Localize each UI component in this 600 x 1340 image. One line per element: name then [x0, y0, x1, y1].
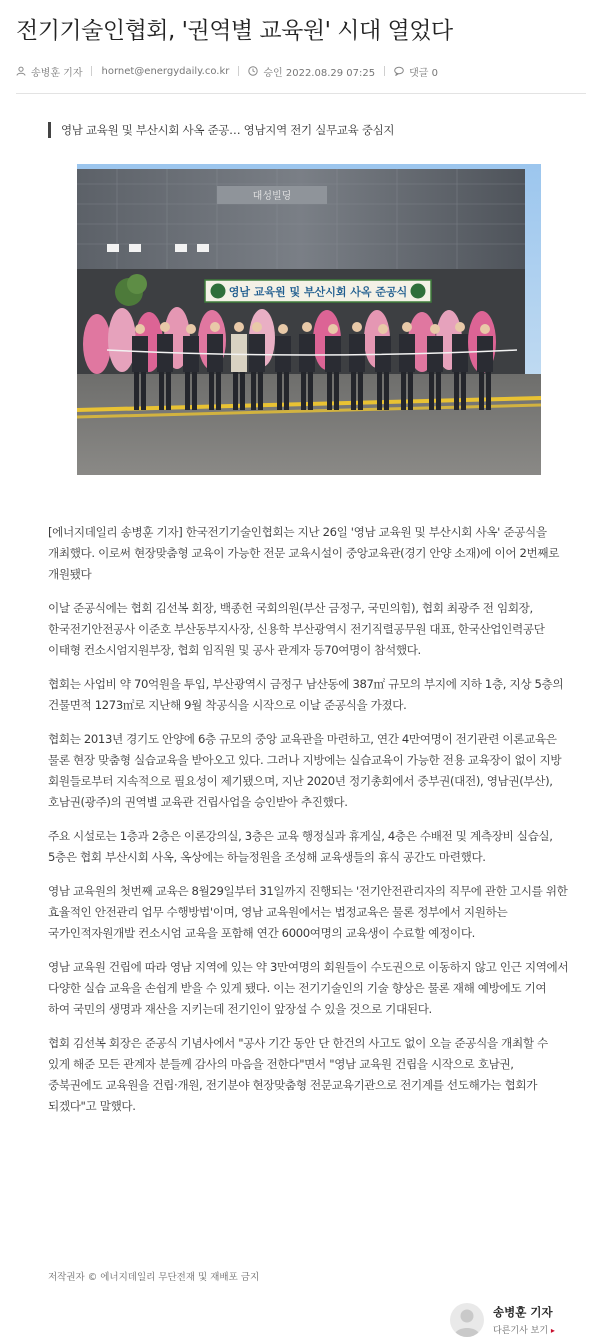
header-divider: [16, 93, 586, 94]
copyright-notice: 저작권자 © 에너지데일리 무단전재 및 재배포 금지: [48, 1272, 260, 1283]
comment-count: 댓글 0: [409, 67, 438, 79]
article-paragraph: 협회는 사업비 약 70억원을 투입, 부산광역시 금정구 남산동에 387㎡ 규모의 부지에 지하 1층, 지상 5층의 건물면적 1273㎡로 지난해 9월 착공식을 시작으로 이날 준공식을 가졌다.: [48, 677, 564, 712]
article-paragraph: 협회는 2013년 경기도 안양에 6층 규모의 중앙 교육관을 마련하고, 연간 4만여명이 전기관련 이론교육은 물론 현장 맞춤형 실습교육을 받아오고 있다. 그러나 지방에는 실습교육이 가능한 전용 교육장이 없이 지방 회원들로부터 지속적으로 필요성이 제기됐으며, 지난 2020년 정기총회에서 중부권(대전), 영남권(부산), 호남권(광주)의 권역별 교육관 건립사업을 승인받아 추진했다.: [48, 732, 562, 809]
article-paragraph: 협회 김선복 회장은 준공식 기념사에서 "공사 기간 동안 단 한건의 사고도 없이 오늘 준공식을 개최할 수 있게 해준 모든 관계자 분들께 감사의 마음을 전한다"면서 "영남 교육원 건립을 시작으로 호남권, 중북권에도 교육원을 건립·개원, 전기분야 현장맞춤형 전문교육기관으로 전기계를 선도해가는 협회가 되겠다"고 말했다.: [48, 1036, 548, 1113]
reporter-email: hornet@energydaily.co.kr: [101, 65, 230, 77]
building-sign: 대성빌딩: [252, 191, 292, 202]
reporter-name: 송병훈 기자: [31, 67, 83, 79]
meta-email[interactable]: [101, 66, 229, 77]
article-meta: [16, 62, 586, 80]
clock-icon: [248, 66, 258, 76]
more-articles-link[interactable]: [493, 1323, 555, 1336]
article-paragraph: 주요 시설로는 1층과 2층은 이론강의실, 3층은 교육 행정실과 휴게실, 4층은 수배전 및 계측장비 실습실, 5층은 협회 부산시회 사옥, 옥상에는 하늘정원을 조성해 교육생들의 휴식 공간도 마련했다.: [48, 829, 553, 864]
article-body: [48, 522, 570, 1130]
meta-approved: [248, 64, 375, 79]
arrow-right-icon: ▸: [550, 1326, 555, 1335]
avatar[interactable]: [450, 1303, 484, 1337]
avatar-icon: [450, 1303, 484, 1337]
meta-divider: [238, 66, 239, 76]
comment-icon: [394, 66, 404, 76]
article-headline: 전기기술인협회, '권역별 교육원' 시대 열었다: [16, 18, 453, 44]
author-name: 송병훈 기자: [493, 1305, 553, 1319]
ceremony-banner: 영남 교육원 및 부산시회 사옥 준공식: [228, 285, 408, 299]
author-box[interactable]: [450, 1300, 590, 1340]
article-photo: [77, 164, 541, 475]
user-icon: [16, 66, 26, 76]
more-articles-label: 다른기사 보기: [493, 1326, 549, 1336]
author-info: [493, 1304, 555, 1336]
meta-comments[interactable]: [394, 64, 438, 79]
meta-divider: [91, 66, 92, 76]
article-paragraph: 영남 교육원 건립에 따라 영남 지역에 있는 약 3만여명의 회원들이 수도권으로 이동하지 않고 인근 지역에서 다양한 실습 교육을 손쉽게 받을 수 있게 됐다. 이는 전기기술인의 기술 향상은 물론 재해 예방에도 기여 하여 국민의 생명과 재산을 지키는데 전기인이 앞장설 수 있을 것으로 기대된다.: [48, 960, 569, 1016]
article-paragraph: [에너지데일리 송병훈 기자] 한국전기기술인협회는 지난 26일 '영남 교육원 및 부산시회 사옥' 준공식을 개최했다. 이로써 현장맞춤형 교육이 가능한 전문 교육시설이 중앙교육관(경기 안양 소재)에 이어 2번째로 개원됐다: [48, 525, 560, 581]
article-paragraph: 영남 교육원의 첫번째 교육은 8월29일부터 31일까지 진행되는 '전기안전관리자의 직무에 관한 고시를 위한 효율적인 안전관리 업무 수행방법'이며, 영남 교육원에서는 법정교육은 물론 정부에서 지원하는 국가인적자원개발 컨소시엄 교육을 포함해 연간 6000여명의 교육생이 수료할 예정이다.: [48, 884, 568, 940]
article-subtitle: 영남 교육원 및 부산시회 사옥 준공… 영남지역 전기 실무교육 중심지: [48, 122, 394, 138]
approved-date: 승인 2022.08.29 07:25: [263, 67, 376, 79]
meta-divider: [384, 66, 385, 76]
article-paragraph: 이날 준공식에는 협회 김선복 회장, 백종헌 국회의원(부산 금정구, 국민의힘), 협회 최광주 전 임회장, 한국전기안전공사 이준호 부산동부지사장, 신용학 부산광역시 전기직렬공무원 대표, 한국산업인력공단 이태형 컨소시엄지원부장, 협회 임직원 및 공사 관계자 등70여명이 참석했다.: [48, 601, 545, 657]
meta-reporter[interactable]: [16, 64, 82, 79]
